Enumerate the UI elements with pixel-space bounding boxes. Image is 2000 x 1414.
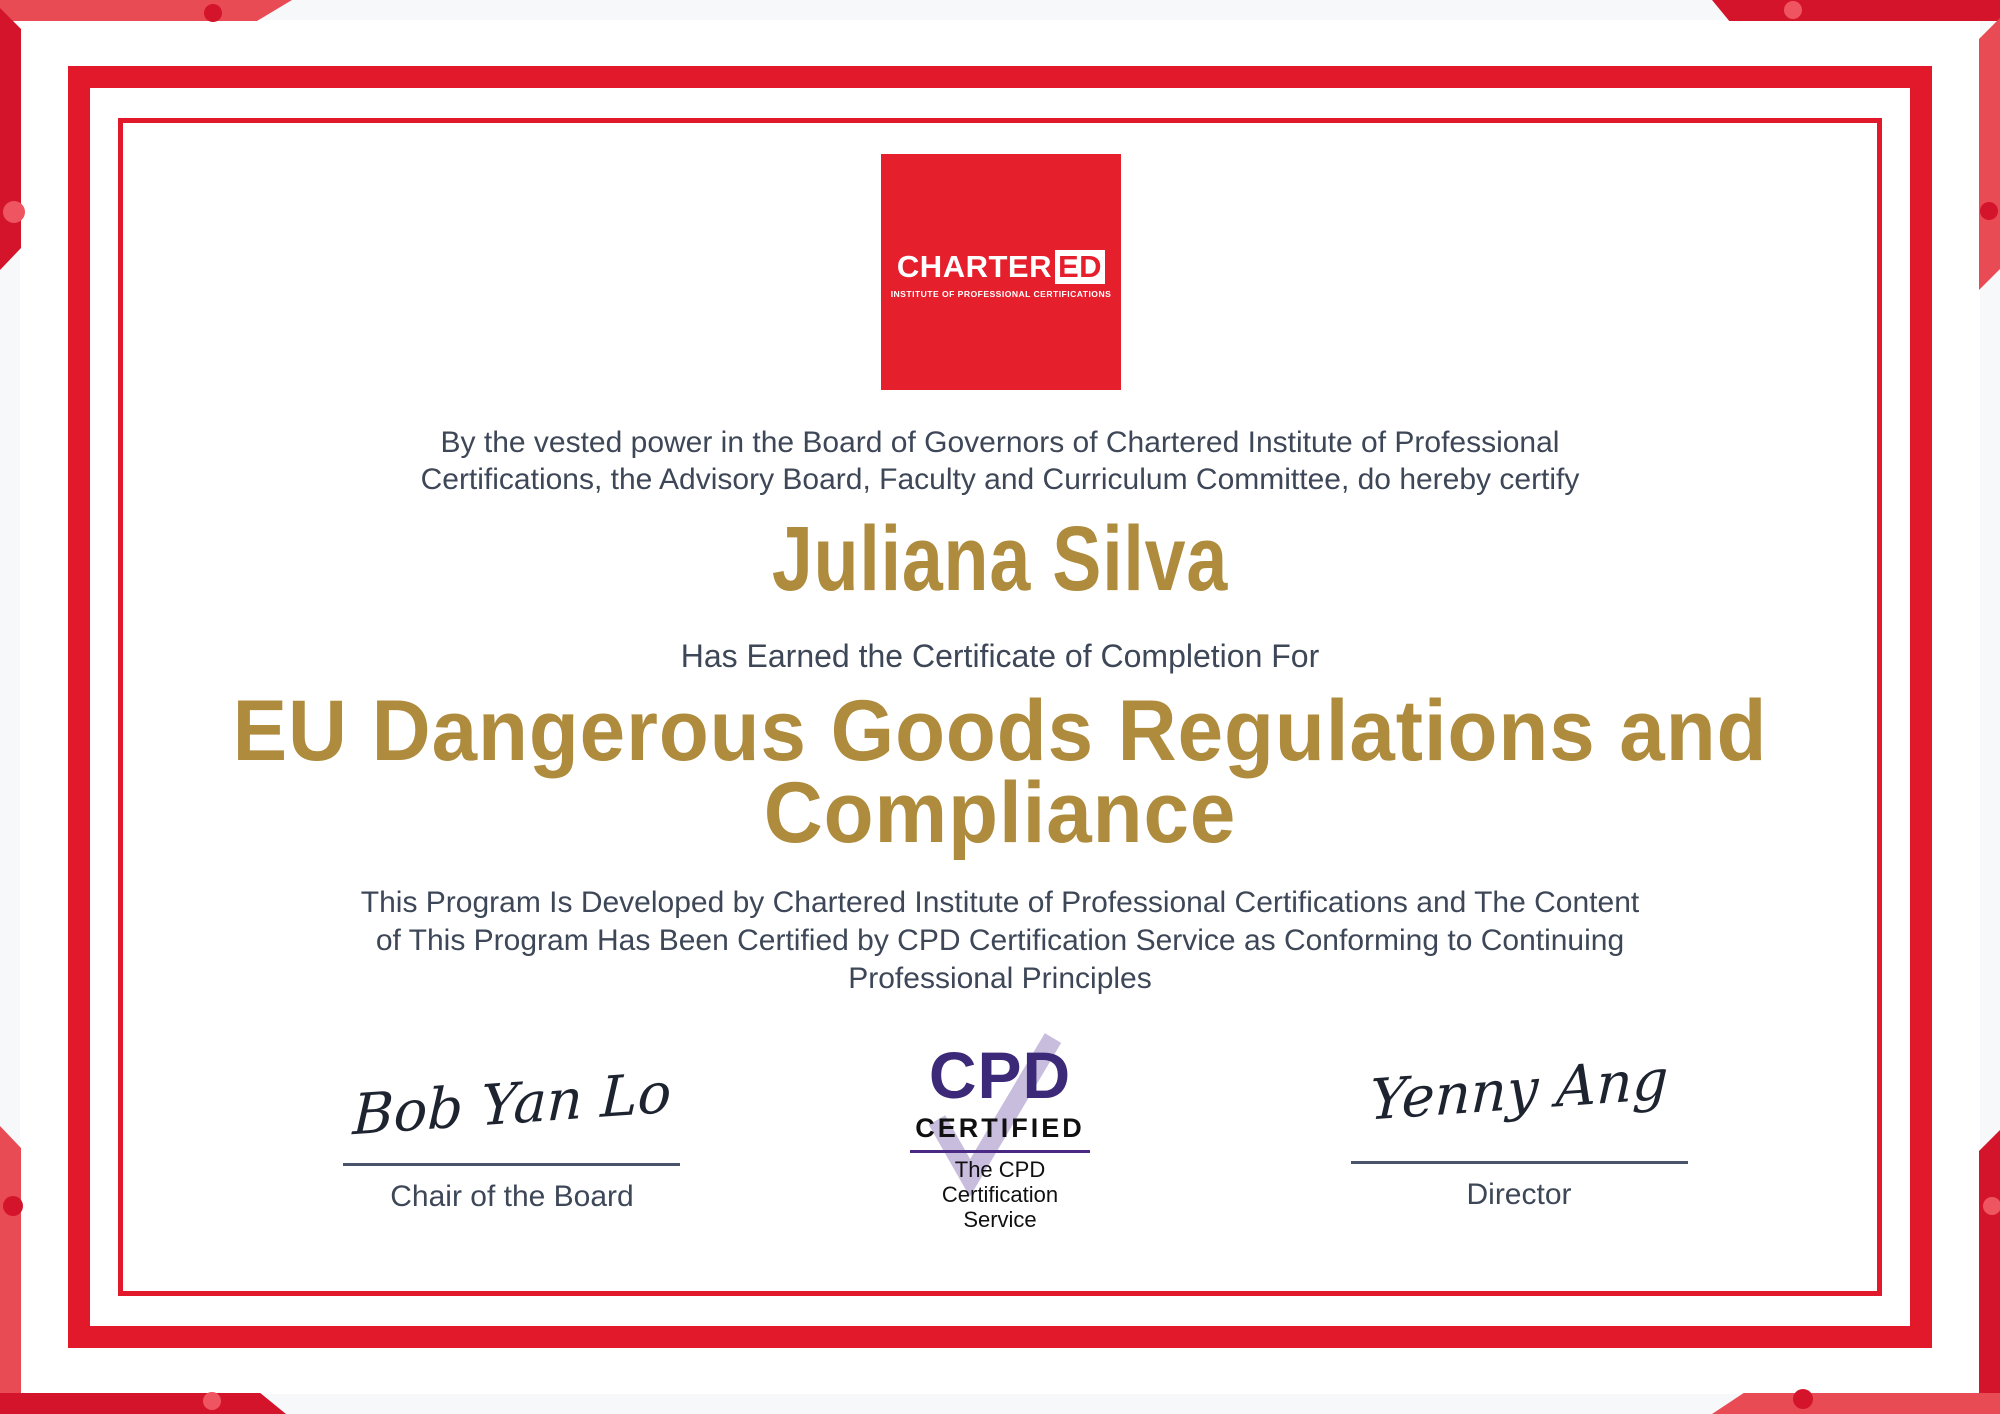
- program-description-line-2: of This Program Has Been Certified by CPD Certification Service as Conforming to Continuing: [375, 924, 1625, 957]
- program-description-line-1: This Program Is Developed by Chartered Institute of Professional Certifications and The Content: [360, 886, 1640, 919]
- intro-statement-line-2: Certifications, the Advisory Board, Faculty and Curriculum Committee, do hereby certify: [420, 463, 1580, 496]
- course-title: [50, 683, 1950, 861]
- cpd-acronym: CPD: [928, 1038, 1072, 1112]
- signature-left-block: [312, 1060, 712, 1149]
- institute-logo-wordmark: [881, 250, 1121, 284]
- institute-logo-wordmark-main: CHARTER: [896, 249, 1052, 284]
- cpd-service-line-1: The CPD Certification: [941, 1157, 1059, 1207]
- course-title-line-2: Compliance: [763, 765, 1237, 861]
- program-description-line-3: Professional Principles: [848, 962, 1152, 995]
- recipient-name: Juliana Silva: [771, 508, 1229, 610]
- cpd-certified-logo: [895, 1028, 1105, 1232]
- institute-logo-subtitle: INSTITUTE OF PROFESSIONAL CERTIFICATIONS: [890, 289, 1112, 299]
- cpd-logo-inner: [895, 1028, 1105, 1232]
- cpd-divider: [910, 1150, 1090, 1153]
- program-description: [0, 884, 2000, 998]
- course-title-line-1: EU Dangerous Goods Regulations and: [232, 683, 1768, 779]
- intro-statement: [0, 424, 2000, 498]
- institute-logo: [881, 154, 1121, 390]
- signature-right-block: [1319, 1047, 1719, 1134]
- cpd-service-line-2: Service: [963, 1207, 1037, 1232]
- signature-right-script: Yenny Ang: [1368, 1047, 1670, 1134]
- signature-right-title: Director: [1466, 1178, 1572, 1211]
- signature-left-title: Chair of the Board: [390, 1180, 634, 1213]
- signature-left-rule: [343, 1163, 680, 1166]
- institute-logo-wordmark-highlight: ED: [1055, 250, 1105, 284]
- completion-statement: Has Earned the Certificate of Completion For: [680, 638, 1320, 674]
- cpd-certified-label: CERTIFIED: [915, 1113, 1085, 1143]
- signature-left-script: Bob Yan Lo: [351, 1060, 673, 1149]
- signature-right-rule: [1351, 1161, 1688, 1164]
- intro-statement-line-1: By the vested power in the Board of Governors of Chartered Institute of Professional: [440, 426, 1560, 459]
